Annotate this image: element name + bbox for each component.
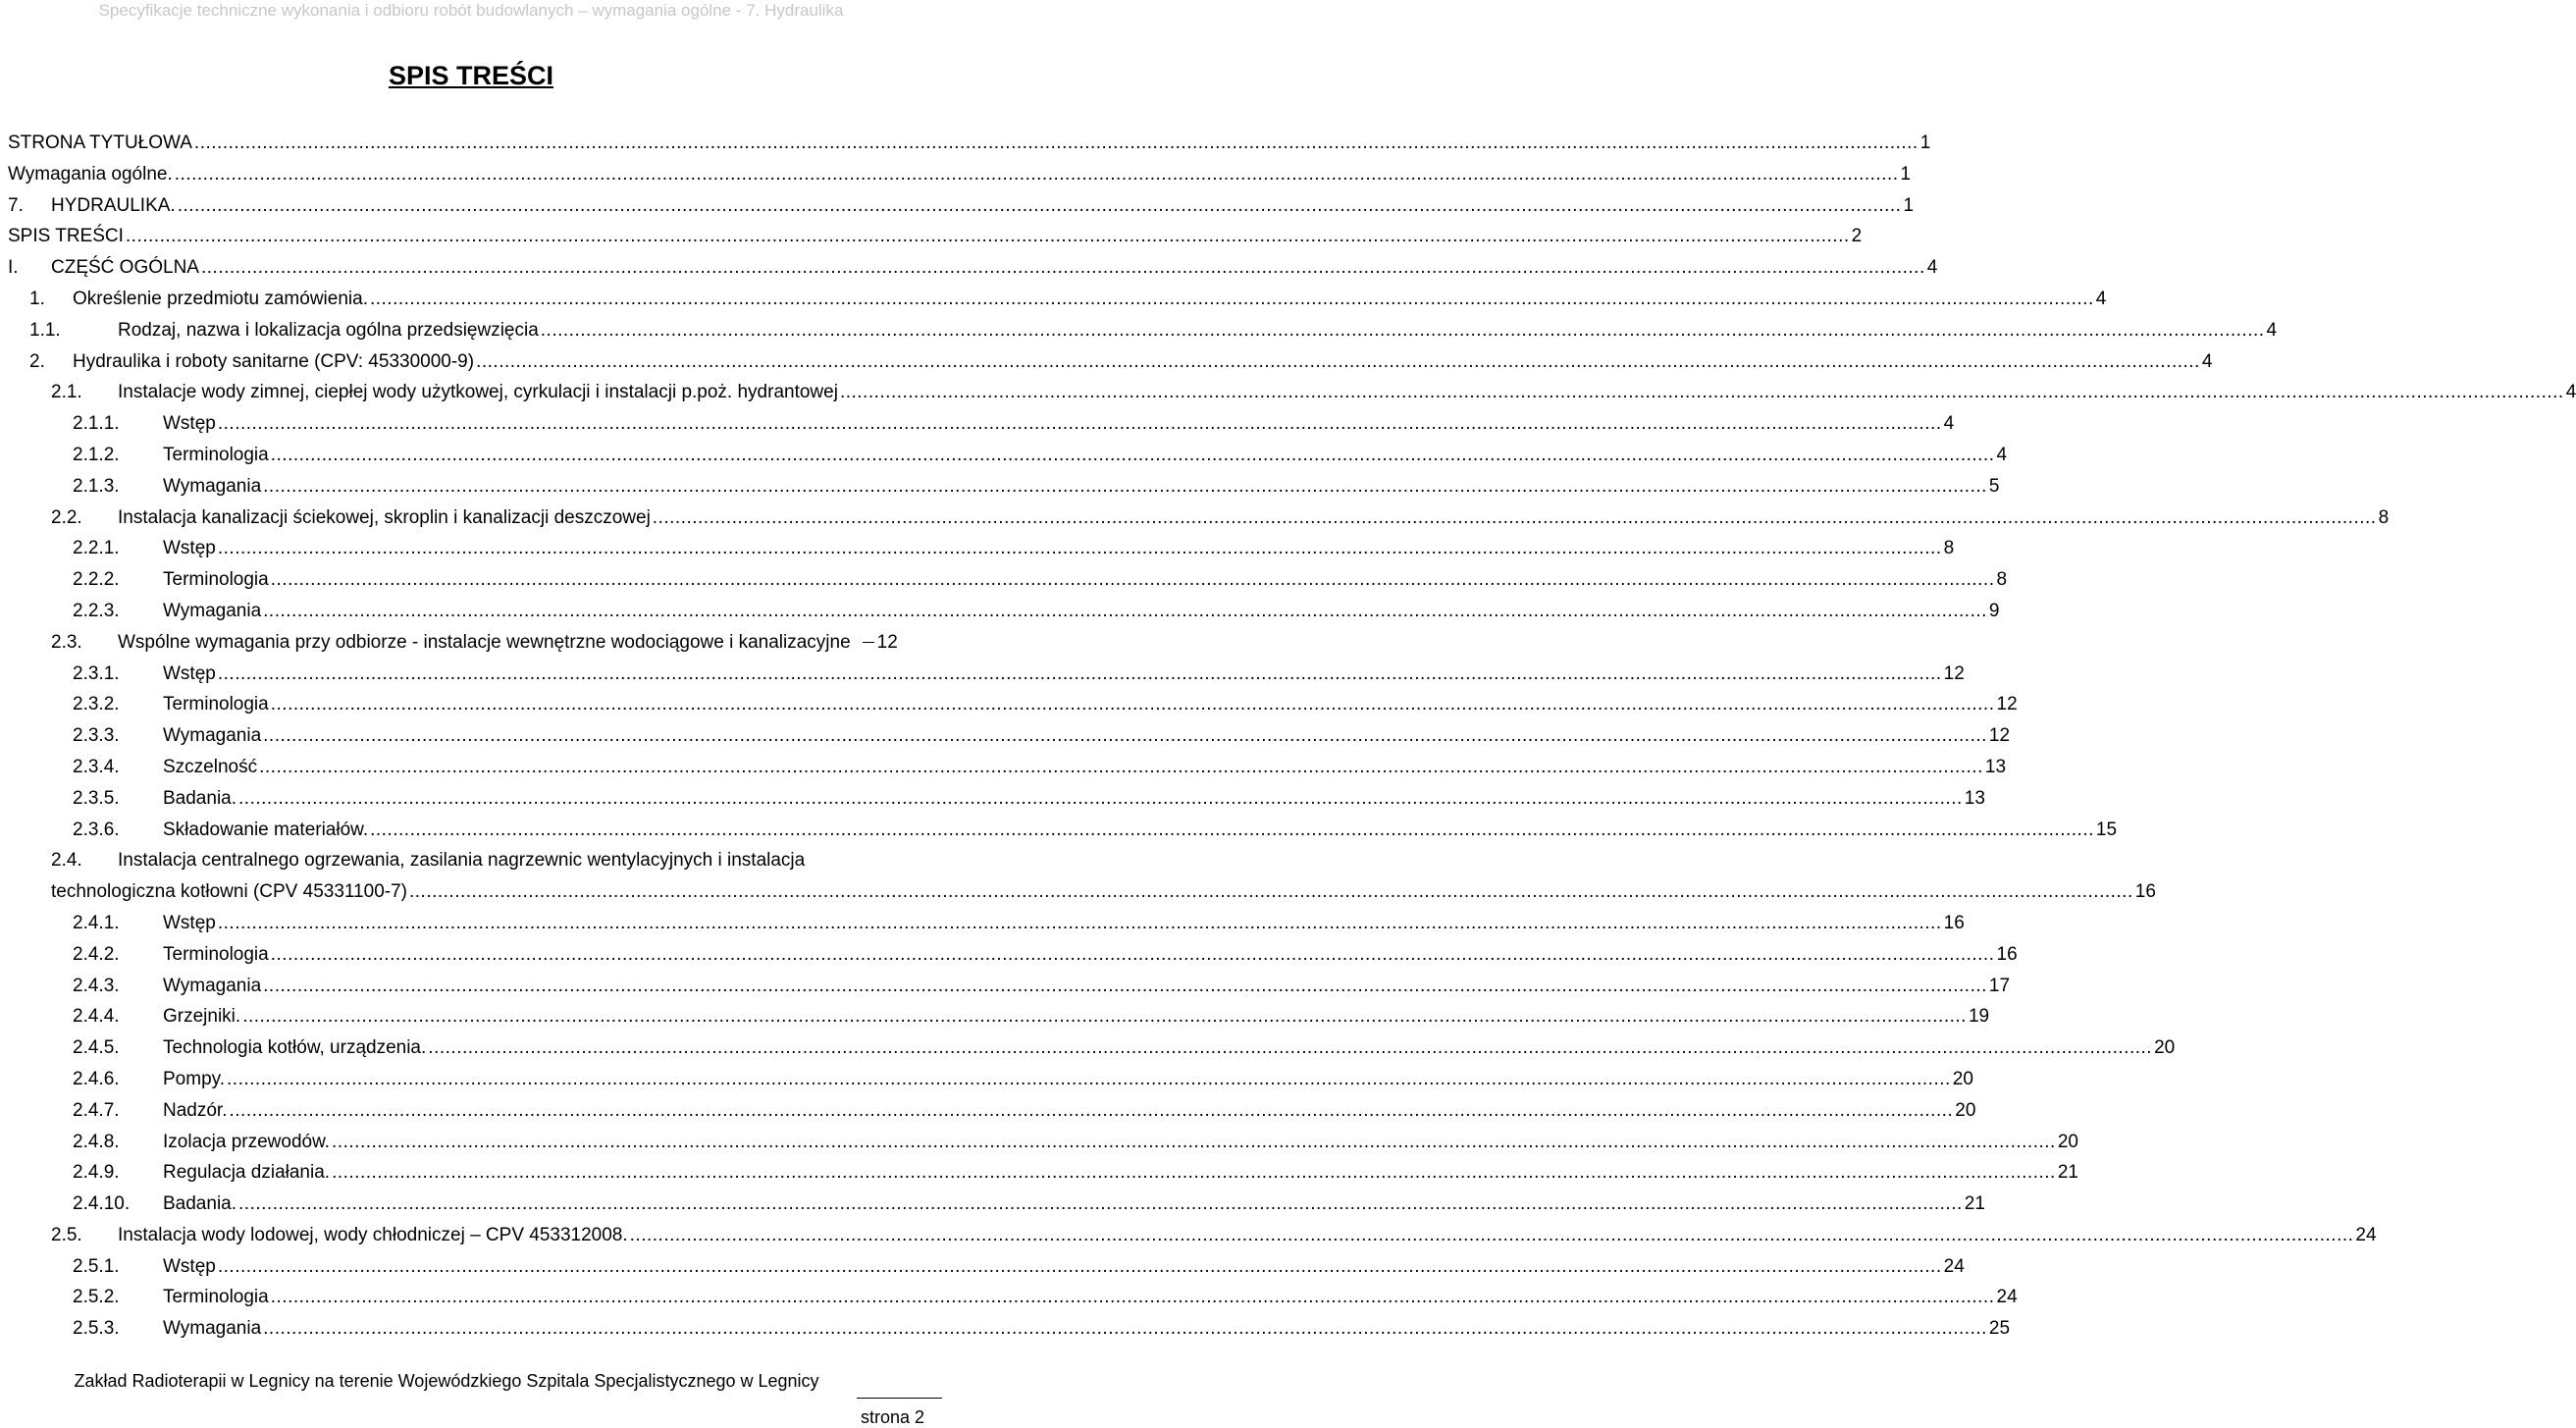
toc-entry-page: 13 bbox=[1964, 787, 1985, 809]
toc-entry-title: Regulacja działania. bbox=[163, 1162, 331, 1184]
toc-entry[interactable] bbox=[8, 471, 2000, 502]
toc-entry-title: Terminologia bbox=[163, 694, 269, 715]
toc-entry-page: 4 bbox=[1926, 257, 1938, 279]
toc-entry-title: Wspólne wymagania przy odbiorze - instalacje wewnętrzne wodociągowe i kanalizacyjne bbox=[118, 631, 851, 653]
toc-entry-number: 2.3. bbox=[51, 631, 82, 653]
toc-entry-page: 8 bbox=[1996, 569, 2008, 591]
toc-entry[interactable] bbox=[8, 752, 2007, 783]
toc-entry-page: 16 bbox=[2134, 881, 2156, 903]
toc-dot-leader bbox=[370, 284, 2094, 315]
toc-entry-title: Technologia kotłów, urządzenia. bbox=[163, 1037, 427, 1059]
toc-entry[interactable] bbox=[8, 1064, 1973, 1095]
toc-entry[interactable] bbox=[8, 971, 2011, 1002]
toc-entry[interactable] bbox=[8, 939, 2018, 971]
page-title: SPIS TREŚCI bbox=[388, 61, 554, 90]
toc-entry-number: 2.1. bbox=[51, 382, 82, 403]
toc-entry-page: 20 bbox=[2057, 1131, 2078, 1152]
toc-entry-page: 20 bbox=[1952, 1068, 1973, 1089]
toc-dot-leader bbox=[178, 190, 1902, 222]
toc-entry-title: Wymagania bbox=[163, 475, 262, 497]
toc-entry-title: Terminologia bbox=[163, 1287, 269, 1308]
toc-entry-number: 2.3.5. bbox=[73, 787, 120, 809]
toc-entry-number: 2.1.1. bbox=[73, 413, 120, 435]
toc-entry-number: 2.4.7. bbox=[73, 1099, 120, 1121]
toc-dot-leader bbox=[263, 471, 1987, 502]
toc-entry-title: Terminologia bbox=[163, 943, 269, 965]
toc-dot-leader bbox=[370, 815, 2094, 846]
toc-entry[interactable] bbox=[8, 1313, 2011, 1345]
toc-entry-page: 20 bbox=[2154, 1037, 2176, 1059]
toc-entry-page: 12 bbox=[876, 631, 898, 653]
toc-entry-title: Wstęp bbox=[163, 413, 216, 435]
toc-entry[interactable] bbox=[8, 440, 2008, 471]
toc-entry[interactable] bbox=[8, 845, 885, 876]
toc-entry[interactable] bbox=[8, 533, 1955, 564]
toc-entry-page: 21 bbox=[2057, 1162, 2078, 1184]
toc-entry-number: 2.1.2. bbox=[73, 444, 120, 465]
toc-entry[interactable] bbox=[8, 876, 2156, 908]
toc-dot-leader bbox=[271, 564, 1995, 596]
toc-entry-title: Hydraulika i roboty sanitarne (CPV: 45330000-9) bbox=[73, 350, 475, 372]
toc-entry-number: 2.5. bbox=[51, 1224, 82, 1245]
toc-entry[interactable] bbox=[8, 659, 1965, 690]
toc-entry[interactable] bbox=[8, 720, 2011, 752]
toc-entry[interactable] bbox=[8, 284, 2107, 315]
toc-dot-leader bbox=[126, 221, 1850, 252]
toc-entry-number: 2.2. bbox=[51, 506, 82, 528]
toc-entry-page: 19 bbox=[1968, 1006, 1990, 1028]
toc-entry[interactable] bbox=[8, 1127, 2078, 1158]
toc-dot-leader bbox=[409, 876, 2133, 908]
toc-entry-number: 2.2.3. bbox=[73, 600, 120, 621]
toc-entry-number: I. bbox=[8, 257, 19, 279]
toc-entry-page: 20 bbox=[1955, 1099, 1976, 1121]
toc-dot-leader bbox=[840, 377, 2564, 408]
page-number: strona 2 bbox=[860, 1407, 924, 1427]
toc-entry-number: 2.4.2. bbox=[73, 943, 120, 965]
toc-entry-page: 13 bbox=[1984, 756, 2007, 777]
toc-entry-title: Terminologia bbox=[163, 569, 269, 591]
toc-entry-title: Izolacja przewodów. bbox=[163, 1131, 331, 1152]
toc-entry-number: 2.4.5. bbox=[73, 1037, 120, 1059]
toc-entry[interactable] bbox=[8, 783, 1985, 815]
toc-entry[interactable] bbox=[8, 1220, 2377, 1251]
toc-entry-number: 2.3.3. bbox=[73, 725, 120, 747]
toc-entry-title: SPIS TREŚCI bbox=[8, 226, 124, 247]
running-header: Specyfikacje techniczne wykonania i odbioru robót budowlanych – wymagania ogólne - 7. Hydraulika bbox=[98, 1, 844, 20]
table-of-contents bbox=[8, 128, 2576, 1345]
toc-entry-page: 4 bbox=[2095, 288, 2107, 309]
toc-entry-title: Grzejniki. bbox=[163, 1006, 241, 1028]
toc-dot-leader bbox=[653, 502, 2377, 534]
toc-entry-page: 4 bbox=[1996, 444, 2008, 465]
toc-dot-leader bbox=[428, 1032, 2152, 1064]
toc-entry-page: 8 bbox=[2378, 506, 2390, 528]
toc-entry-title: Badania. bbox=[163, 787, 237, 809]
toc-entry-page: 24 bbox=[1996, 1287, 2018, 1308]
toc-entry[interactable] bbox=[8, 190, 1915, 222]
toc-entry-page: 2 bbox=[1851, 226, 1863, 247]
toc-entry[interactable] bbox=[8, 908, 1965, 939]
toc-entry-page: 8 bbox=[1943, 538, 1955, 559]
toc-entry-title: Instalacje wody zimnej, ciepłej wody użytkowej, cyrkulacji i instalacji p.poż. hydrantowej bbox=[118, 382, 838, 403]
toc-entry-page: 17 bbox=[1988, 975, 2011, 996]
toc-dot-leader bbox=[263, 971, 1987, 1002]
toc-entry[interactable] bbox=[8, 596, 2000, 627]
toc-entry[interactable] bbox=[8, 564, 2008, 596]
toc-entry-title: Wymagania ogólne. bbox=[8, 163, 173, 185]
toc-entry-page: 4 bbox=[2565, 382, 2576, 403]
toc-dot-leader bbox=[332, 1127, 2056, 1158]
toc-entry-page: 4 bbox=[1943, 413, 1955, 435]
toc-entry-title: Wymagania bbox=[163, 975, 262, 996]
toc-entry[interactable] bbox=[8, 128, 1931, 159]
toc-entry-number: 2.4.6. bbox=[73, 1068, 120, 1089]
toc-dot-leader bbox=[271, 939, 1995, 971]
toc-entry-number: 2.5.2. bbox=[73, 1287, 120, 1308]
toc-entry-number: 2.4. bbox=[51, 850, 82, 872]
toc-dot-leader bbox=[863, 642, 874, 643]
toc-entry-page: 12 bbox=[1988, 725, 2011, 747]
toc-dot-leader bbox=[271, 440, 1995, 471]
toc-dot-leader bbox=[242, 1001, 1967, 1032]
toc-entry-number: 2.2.2. bbox=[73, 569, 120, 591]
toc-dot-leader bbox=[229, 1095, 1953, 1127]
toc-entry[interactable] bbox=[8, 221, 1863, 252]
toc-entry-page: 15 bbox=[2095, 819, 2118, 840]
toc-dot-leader bbox=[218, 408, 1942, 440]
toc-entry-page: 16 bbox=[1943, 912, 1965, 933]
toc-entry-title: Wstęp bbox=[163, 912, 216, 933]
toc-entry-page: 24 bbox=[2355, 1224, 2377, 1245]
toc-entry-number: 2.4.3. bbox=[73, 975, 120, 996]
toc-entry-page: 25 bbox=[1988, 1318, 2011, 1340]
toc-entry-page: 24 bbox=[1943, 1255, 1965, 1277]
toc-entry[interactable] bbox=[8, 627, 898, 659]
toc-entry-number: 2.3.4. bbox=[73, 756, 120, 777]
toc-entry-title: Składowanie materiałów. bbox=[163, 819, 369, 840]
toc-entry-title: Wymagania bbox=[163, 1318, 262, 1340]
toc-dot-leader bbox=[218, 1251, 1942, 1283]
toc-entry[interactable] bbox=[8, 1157, 2078, 1189]
toc-entry-title: Terminologia bbox=[163, 444, 269, 465]
toc-entry-page: 21 bbox=[1964, 1193, 1985, 1215]
toc-dot-leader bbox=[271, 689, 1995, 720]
toc-entry-page: 4 bbox=[2201, 350, 2213, 372]
toc-dot-leader bbox=[175, 159, 1899, 190]
toc-dot-leader bbox=[476, 346, 2200, 378]
toc-dot-leader bbox=[194, 128, 1919, 159]
toc-entry-number: 2.3.1. bbox=[73, 662, 120, 684]
toc-entry[interactable] bbox=[8, 689, 2018, 720]
toc-entry-title: Wstęp bbox=[163, 1255, 216, 1277]
toc-dot-leader bbox=[238, 1189, 1963, 1220]
toc-entry-page: 12 bbox=[1943, 662, 1965, 684]
toc-entry-number: 2.3.6. bbox=[73, 819, 120, 840]
toc-entry-title: Instalacja centralnego ogrzewania, zasilania nagrzewnic wentylacyjnych i instalacja bbox=[118, 850, 806, 872]
toc-entry-title: Określenie przedmiotu zamówienia. bbox=[73, 288, 368, 309]
toc-entry[interactable] bbox=[8, 1251, 1965, 1283]
toc-dot-leader bbox=[218, 659, 1942, 690]
toc-entry-title: Rodzaj, nazwa i lokalizacja ogólna przedsięwzięcia bbox=[118, 319, 539, 341]
toc-entry[interactable] bbox=[8, 1189, 1985, 1220]
toc-entry[interactable] bbox=[8, 502, 2390, 534]
footer-text: Zakład Radioterapii w Legnicy na terenie Wojewódzkiego Szpitala Specjalistycznego w Legnicy bbox=[74, 1371, 819, 1391]
toc-dot-leader bbox=[227, 1064, 1951, 1095]
toc-entry-title: CZĘŚĆ OGÓLNA bbox=[51, 257, 199, 279]
toc-entry-number: 2.5.1. bbox=[73, 1255, 120, 1277]
toc-entry-number: 2.4.4. bbox=[73, 1006, 120, 1028]
toc-entry[interactable] bbox=[8, 159, 1912, 190]
toc-entry-number: 2.5.3. bbox=[73, 1318, 120, 1340]
toc-entry-number: 2.3.2. bbox=[73, 694, 120, 715]
toc-entry-page: 1 bbox=[1919, 132, 1931, 153]
toc-dot-leader bbox=[238, 783, 1963, 815]
toc-entry-title: Szczelność bbox=[163, 756, 258, 777]
toc-entry-page: 16 bbox=[1996, 943, 2018, 965]
toc-entry-title: Wymagania bbox=[163, 725, 262, 747]
toc-entry-page: 4 bbox=[2266, 319, 2278, 341]
toc-entry-number: 2.4.9. bbox=[73, 1162, 120, 1184]
toc-dot-leader bbox=[630, 1220, 2354, 1251]
toc-entry-title: Instalacja kanalizacji ściekowej, skroplin i kanalizacji deszczowej bbox=[118, 506, 651, 528]
toc-entry[interactable] bbox=[8, 346, 2213, 378]
toc-entry-number: 1. bbox=[29, 288, 45, 309]
toc-entry[interactable] bbox=[8, 252, 1938, 284]
toc-dot-leader bbox=[218, 908, 1942, 939]
footer-divider bbox=[857, 1398, 942, 1399]
toc-entry-page: 1 bbox=[1900, 163, 1912, 185]
toc-entry[interactable] bbox=[8, 815, 2118, 846]
toc-entry[interactable] bbox=[8, 1032, 2176, 1064]
toc-entry-title: Wstęp bbox=[163, 538, 216, 559]
toc-entry-number: 2.2.1. bbox=[73, 538, 120, 559]
toc-entry-number: 2.4.10. bbox=[73, 1193, 131, 1215]
toc-entry-number: 2. bbox=[29, 350, 45, 372]
toc-entry-page: 9 bbox=[1988, 600, 2000, 621]
toc-dot-leader bbox=[201, 252, 1925, 284]
toc-entry-number: 7. bbox=[8, 194, 24, 216]
toc-entry-title: Wstęp bbox=[163, 662, 216, 684]
toc-entry-number: 2.4.1. bbox=[73, 912, 120, 933]
toc-entry-title: Wymagania bbox=[163, 600, 262, 621]
toc-dot-leader bbox=[263, 596, 1987, 627]
toc-entry[interactable] bbox=[8, 1001, 1990, 1032]
toc-entry-title: Instalacja wody lodowej, wody chłodniczej – CPV 453312008. bbox=[118, 1224, 628, 1245]
toc-entry-number: 2.1.3. bbox=[73, 475, 120, 497]
toc-dot-leader bbox=[263, 1313, 1987, 1345]
toc-dot-leader bbox=[541, 315, 2265, 346]
toc-entry-title: HYDRAULIKA. bbox=[51, 194, 176, 216]
toc-entry-page: 5 bbox=[1988, 475, 2000, 497]
toc-dot-leader bbox=[332, 1157, 2056, 1189]
toc-entry-title: technologiczna kotłowni (CPV 45331100-7) bbox=[51, 881, 407, 903]
toc-dot-leader bbox=[271, 1282, 1995, 1313]
toc-entry-title: STRONA TYTUŁOWA bbox=[8, 132, 192, 153]
toc-entry-title: Nadzór. bbox=[163, 1099, 228, 1121]
toc-entry[interactable] bbox=[8, 315, 2278, 346]
toc-dot-leader bbox=[263, 720, 1987, 752]
toc-dot-leader bbox=[218, 533, 1942, 564]
toc-entry-page: 1 bbox=[1903, 194, 1915, 216]
toc-entry[interactable] bbox=[8, 1095, 1976, 1127]
toc-entry-number: 2.4.8. bbox=[73, 1131, 120, 1152]
toc-entry[interactable] bbox=[8, 1282, 2018, 1313]
toc-entry[interactable] bbox=[8, 377, 2576, 408]
toc-entry-page: 12 bbox=[1996, 694, 2018, 715]
toc-entry-number: 1.1. bbox=[29, 319, 61, 341]
toc-entry[interactable] bbox=[8, 408, 1955, 440]
toc-dot-leader bbox=[259, 752, 1983, 783]
toc-entry-title: Badania. bbox=[163, 1193, 237, 1215]
toc-entry-title: Pompy. bbox=[163, 1068, 226, 1089]
